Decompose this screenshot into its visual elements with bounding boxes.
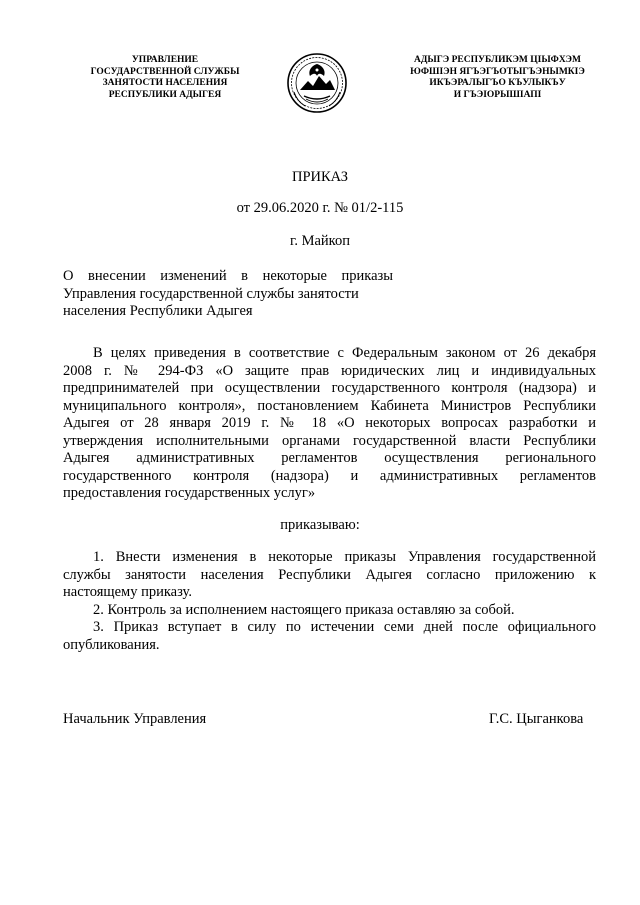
header-left-line: ЗАНЯТОСТИ НАСЕЛЕНИЯ: [102, 78, 228, 88]
header-left-line: ГОСУДАРСТВЕННОЙ СЛУЖБЫ: [90, 66, 240, 77]
preamble-line: предпринимателей при осуществлении государственного контроля (надзора) и: [63, 380, 596, 396]
preamble-line: утверждения исполнительными органами государственной власти Республики: [63, 432, 596, 449]
header-right-line: АДЫГЭ РЕСПУБЛИКЭМ ЦІЫФХЭМ: [414, 55, 581, 65]
header-right-ady: [395, 55, 600, 101]
subject-line: населения Республики Адыгея: [63, 303, 253, 319]
header-left-ru: [60, 55, 270, 101]
item-1-line: службы занятости населения Республики Адыгея согласно приложению к: [63, 566, 596, 583]
signature-name: Г.С. Цыганкова: [489, 711, 584, 727]
header-right-line: И ГЪЭІОРЫШІАПІ: [453, 89, 542, 100]
header-left-line: РЕСПУБЛИКИ АДЫГЕЯ: [108, 89, 222, 100]
preamble-line: 2008 г. № 294-ФЗ «О защите прав юридических лиц и индивидуальных: [63, 362, 596, 379]
coat-of-arms-icon: [286, 52, 348, 114]
subject-line: О внесении изменений в некоторые приказы: [63, 268, 393, 284]
header-right-line: ЮФШІЭН ЯГЪЭГЪОТЫГЪЭНЫМКІЭ: [410, 66, 585, 77]
document-subject: [63, 268, 393, 321]
item-1-line: 1. Внести изменения в некоторые приказы Управления государственной: [93, 549, 596, 565]
document-city: г. Майкоп: [290, 233, 350, 249]
item-3-line: опубликования.: [63, 636, 160, 653]
preamble-line: В целях приведения в соответствие с Федеральным законом от 26 декабря: [93, 345, 596, 361]
item-1-line: настоящему приказу.: [63, 584, 192, 600]
order-items: [63, 549, 596, 654]
preamble-paragraph: [63, 345, 596, 503]
item-2-line: 2. Контроль за исполнением настоящего приказа оставляю за собой.: [93, 601, 515, 618]
item-3-line: 3. Приказ вступает в силу по истечении семи дней после официального: [93, 619, 596, 635]
preamble-line: государственного контроля (надзора) и административных регламентов: [63, 467, 596, 484]
subject-line: Управления государственной службы занятости: [63, 285, 359, 302]
header-left-line: УПРАВЛЕНИЕ: [131, 55, 199, 65]
order-word: приказываю:: [280, 517, 360, 533]
signature-position: Начальник Управления: [63, 711, 207, 727]
preamble-line: предоставления государственных услуг»: [63, 485, 316, 501]
document-date-number: от 29.06.2020 г. № 01/2-115: [236, 200, 404, 216]
preamble-line: муниципального контроля», постановлением Кабинета Министров Республики: [63, 397, 596, 414]
preamble-line: Адыгея от 28 января 2019 г. № 18 «О некоторых вопросах разработки и: [63, 415, 596, 431]
header-right-line: ИКЪЭРАЛЫГЪО КЪУЛЫКЪУ: [429, 78, 566, 88]
preamble-line: Адыгея административных регламентов осуществления регионального: [63, 450, 596, 466]
document-title: ПРИКАЗ: [291, 169, 349, 185]
